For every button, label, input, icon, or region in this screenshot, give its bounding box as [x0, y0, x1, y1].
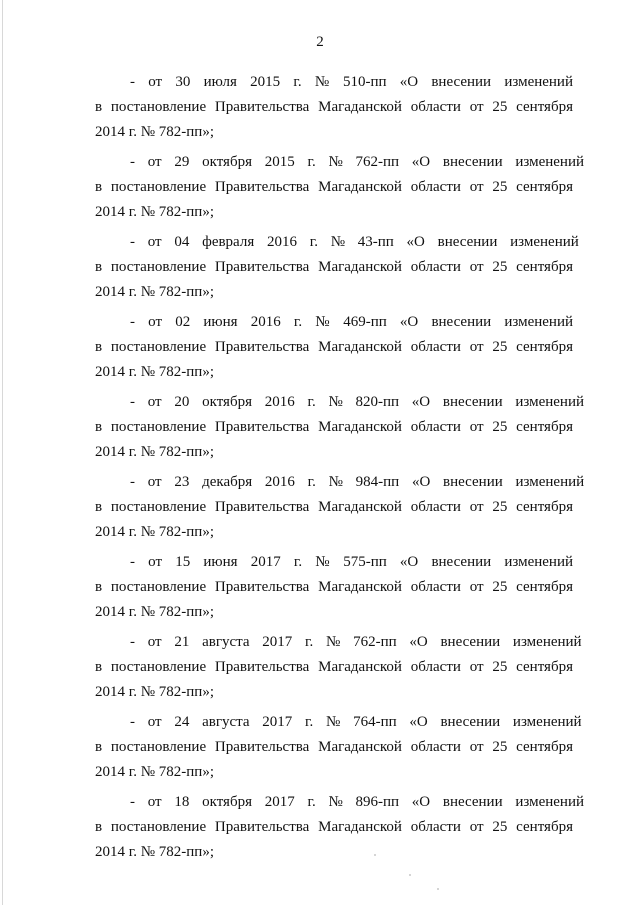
scan-speck [437, 888, 439, 890]
item-middle-line: в постановление Правительства Магаданской области от 25 сентября [95, 659, 573, 675]
list-item [95, 150, 585, 225]
list-item [95, 390, 585, 465]
item-middle-line: в постановление Правительства Магаданской области от 25 сентября [95, 739, 573, 755]
item-middle-line: в постановление Правительства Магаданской области от 25 сентября [95, 819, 573, 835]
item-last-line: 2014 г. № 782-пп»; [95, 124, 214, 140]
item-first-line: - от 15 июня 2017 г. № 575-пп «О внесении изменений [130, 554, 573, 570]
amendments-list [95, 70, 585, 870]
list-item [95, 470, 585, 545]
list-item [95, 230, 579, 305]
scan-edge-line [2, 0, 3, 905]
item-middle-line: в постановление Правительства Магаданской области от 25 сентября [95, 99, 573, 115]
item-last-line: 2014 г. № 782-пп»; [95, 204, 214, 220]
item-middle-line: в постановление Правительства Магаданской области от 25 сентября [95, 579, 573, 595]
item-last-line: 2014 г. № 782-пп»; [95, 524, 214, 540]
item-first-line: - от 18 октября 2017 г. № 896-пп «О внесении изменений [130, 794, 585, 810]
item-middle-line: в постановление Правительства Магаданской области от 25 сентября [95, 179, 573, 195]
item-last-line: 2014 г. № 782-пп»; [95, 844, 214, 860]
page-number: 2 [316, 34, 324, 50]
item-last-line: 2014 г. № 782-пп»; [95, 364, 214, 380]
item-last-line: 2014 г. № 782-пп»; [95, 284, 214, 300]
item-middle-line: в постановление Правительства Магаданской области от 25 сентября [95, 259, 573, 275]
list-item [95, 630, 582, 705]
list-item [95, 310, 573, 385]
item-first-line: - от 02 июня 2016 г. № 469-пп «О внесении изменений [130, 314, 573, 330]
item-first-line: - от 24 августа 2017 г. № 764-пп «О внесении изменений [130, 714, 582, 730]
item-middle-line: в постановление Правительства Магаданской области от 25 сентября [95, 339, 573, 355]
item-first-line: - от 29 октября 2015 г. № 762-пп «О внесении изменений [130, 154, 585, 170]
list-item [95, 550, 573, 625]
scan-speck [409, 874, 411, 876]
item-last-line: 2014 г. № 782-пп»; [95, 444, 214, 460]
item-first-line: - от 23 декабря 2016 г. № 984-пп «О внесении изменений [130, 474, 585, 490]
item-last-line: 2014 г. № 782-пп»; [95, 764, 214, 780]
item-middle-line: в постановление Правительства Магаданской области от 25 сентября [95, 499, 573, 515]
item-last-line: 2014 г. № 782-пп»; [95, 684, 214, 700]
list-item [95, 70, 573, 145]
scan-speck [374, 854, 376, 856]
item-middle-line: в постановление Правительства Магаданской области от 25 сентября [95, 419, 573, 435]
item-first-line: - от 20 октября 2016 г. № 820-пп «О внесении изменений [130, 394, 585, 410]
item-last-line: 2014 г. № 782-пп»; [95, 604, 214, 620]
list-item [95, 710, 582, 785]
item-first-line: - от 30 июля 2015 г. № 510-пп «О внесении изменений [130, 74, 573, 90]
item-first-line: - от 04 февраля 2016 г. № 43-пп «О внесении изменений [130, 234, 579, 250]
list-item [95, 790, 585, 865]
item-first-line: - от 21 августа 2017 г. № 762-пп «О внесении изменений [130, 634, 582, 650]
